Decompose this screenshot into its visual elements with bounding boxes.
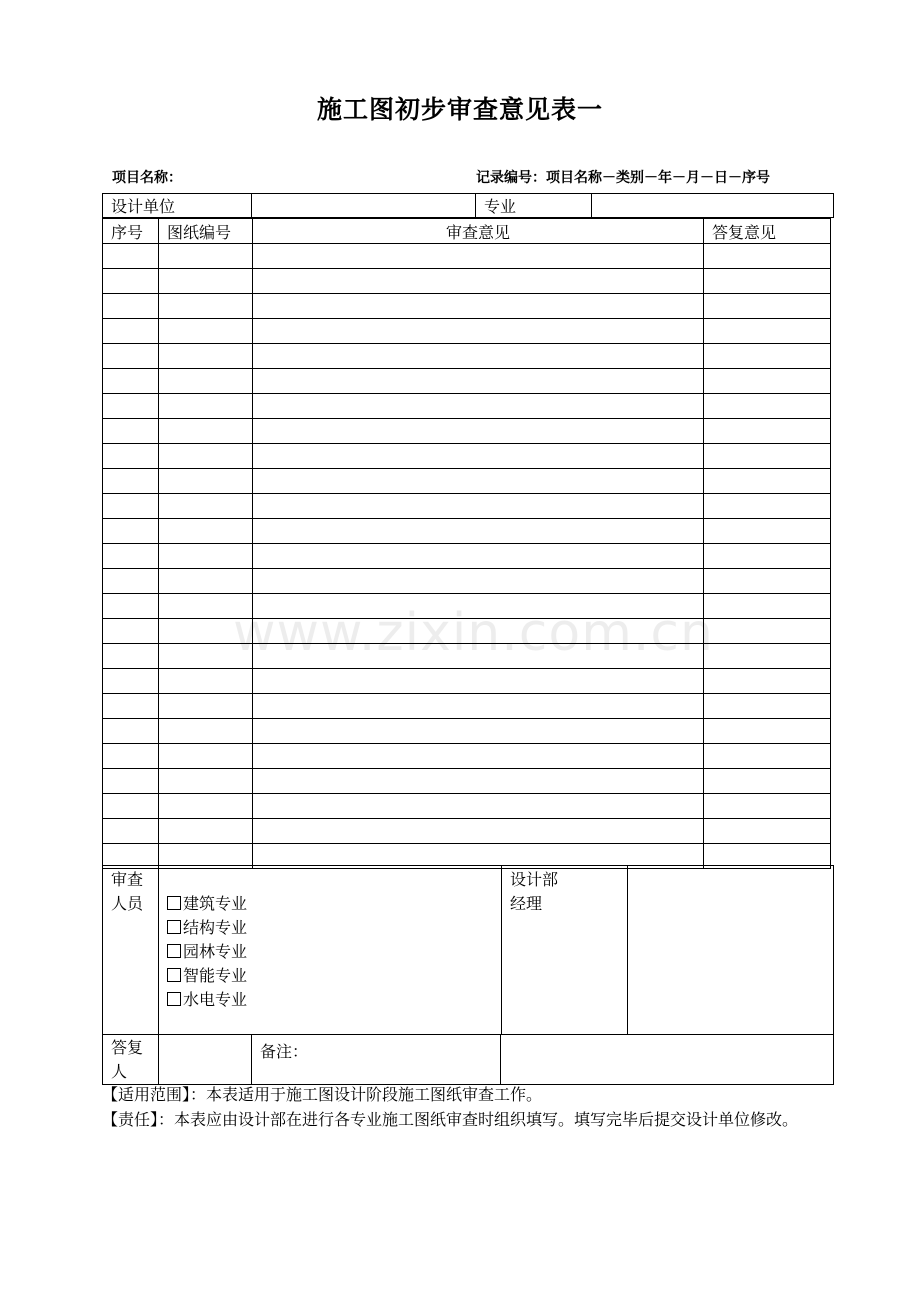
review-opinion-cell[interactable]: [253, 769, 704, 794]
table-row: [103, 244, 831, 269]
drawing-no-cell[interactable]: [159, 769, 253, 794]
seq-cell[interactable]: [103, 644, 159, 669]
review-opinion-cell[interactable]: [253, 344, 704, 369]
table-row: [103, 294, 831, 319]
specialty-label: 专业: [476, 194, 592, 218]
review-table: [102, 218, 831, 869]
table-row: [103, 419, 831, 444]
reply-opinion-cell[interactable]: [704, 769, 831, 794]
header-seq: 序号: [103, 219, 159, 244]
review-opinion-cell[interactable]: [253, 669, 704, 694]
option-label: 智能专业: [183, 966, 248, 985]
option-label: 建筑专业: [183, 894, 248, 913]
drawing-no-cell[interactable]: [159, 644, 253, 669]
page-title: 施工图初步审查意见表一: [316, 95, 603, 124]
reply-opinion-cell[interactable]: [704, 369, 831, 394]
project-name-label: 项目名称：: [112, 170, 182, 186]
table-row: [103, 569, 831, 594]
table-row: [103, 669, 831, 694]
drawing-no-cell[interactable]: [159, 744, 253, 769]
reply-opinion-cell[interactable]: [704, 719, 831, 744]
reply-person-field[interactable]: [159, 1035, 252, 1085]
reviewers-label-line1: 审查: [111, 870, 144, 889]
reply-opinion-cell[interactable]: [704, 519, 831, 544]
review-opinion-cell[interactable]: [253, 444, 704, 469]
manager-label-cell: [502, 866, 628, 1035]
checkbox-icon[interactable]: [167, 896, 181, 910]
table-row: [103, 594, 831, 619]
checkbox-icon[interactable]: [167, 920, 181, 934]
reply-opinion-cell[interactable]: [704, 294, 831, 319]
option-structure[interactable]: [159, 916, 501, 940]
review-opinion-cell[interactable]: [253, 469, 704, 494]
reply-opinion-cell[interactable]: [704, 244, 831, 269]
table-row: [103, 444, 831, 469]
specialty-options: [159, 866, 502, 1035]
reviewers-label-line2: 人员: [111, 894, 144, 913]
scope-note: 【适用范围】：本表适用于施工图设计阶段施工图纸审查工作。: [102, 1085, 543, 1104]
seq-cell[interactable]: [103, 494, 159, 519]
seq-cell[interactable]: [103, 569, 159, 594]
reply-label-line1: 答复: [111, 1038, 144, 1057]
seq-cell[interactable]: [103, 744, 159, 769]
drawing-no-cell[interactable]: [159, 544, 253, 569]
seq-cell[interactable]: [103, 319, 159, 344]
table-row: [103, 769, 831, 794]
review-opinion-cell[interactable]: [253, 644, 704, 669]
reply-opinion-cell[interactable]: [704, 819, 831, 844]
reply-opinion-cell[interactable]: [704, 644, 831, 669]
drawing-no-cell[interactable]: [159, 694, 253, 719]
option-architecture[interactable]: [159, 892, 501, 916]
option-intelligent[interactable]: [159, 964, 501, 988]
design-unit-table: [102, 193, 834, 218]
drawing-no-cell[interactable]: [159, 419, 253, 444]
reply-opinion-cell[interactable]: [704, 669, 831, 694]
seq-cell[interactable]: [103, 469, 159, 494]
review-opinion-cell[interactable]: [253, 719, 704, 744]
reply-opinion-cell[interactable]: [704, 619, 831, 644]
table-row: [103, 344, 831, 369]
reviewers-table: [102, 865, 834, 1035]
notes-cell[interactable]: [252, 1035, 501, 1085]
manager-label-line1: 设计部: [510, 870, 559, 889]
drawing-no-cell[interactable]: [159, 244, 253, 269]
watermark: www.zixin.com.cn: [233, 603, 714, 663]
seq-cell[interactable]: [103, 344, 159, 369]
review-opinion-cell[interactable]: [253, 369, 704, 394]
review-opinion-cell[interactable]: [253, 594, 704, 619]
drawing-no-cell[interactable]: [159, 619, 253, 644]
review-opinion-cell[interactable]: [253, 744, 704, 769]
reply-label-line2: 人: [111, 1062, 128, 1081]
seq-cell[interactable]: [103, 544, 159, 569]
seq-cell[interactable]: [103, 694, 159, 719]
reply-opinion-cell[interactable]: [704, 344, 831, 369]
drawing-no-cell[interactable]: [159, 519, 253, 544]
reviewers-label-cell: [103, 866, 159, 1035]
option-label: 水电专业: [183, 990, 248, 1009]
record-number-label: 记录编号：项目名称－类别－年－月－日－序号: [476, 170, 770, 186]
manager-signature-field[interactable]: [628, 866, 834, 1035]
table-row: [103, 394, 831, 419]
review-opinion-cell[interactable]: [253, 319, 704, 344]
table-row: [103, 694, 831, 719]
drawing-no-cell[interactable]: [159, 569, 253, 594]
option-water-electric[interactable]: [159, 988, 501, 1012]
reply-opinion-cell[interactable]: [704, 444, 831, 469]
design-unit-field[interactable]: [252, 194, 476, 218]
drawing-no-cell[interactable]: [159, 469, 253, 494]
responsibility-note: 【责任】：本表应由设计部在进行各专业施工图纸审查时组织填写。填写完毕后提交设计单位修改。: [102, 1110, 799, 1129]
checkbox-icon[interactable]: [167, 944, 181, 958]
reply-opinion-cell[interactable]: [704, 594, 831, 619]
drawing-no-cell[interactable]: [159, 819, 253, 844]
seq-cell[interactable]: [103, 369, 159, 394]
specialty-field[interactable]: [592, 194, 834, 218]
seq-cell[interactable]: [103, 794, 159, 819]
header-drawing-no: 图纸编号: [159, 219, 253, 244]
drawing-no-cell[interactable]: [159, 719, 253, 744]
manager-label-line2: 经理: [510, 894, 543, 913]
drawing-no-cell[interactable]: [159, 669, 253, 694]
design-unit-label: 设计单位: [103, 194, 252, 218]
table-row: [103, 319, 831, 344]
seq-cell[interactable]: [103, 594, 159, 619]
review-opinion-cell[interactable]: [253, 244, 704, 269]
header-reply-opinion: 答复意见: [704, 219, 831, 244]
table-body: [103, 244, 831, 869]
option-label: 园林专业: [183, 942, 248, 961]
drawing-no-cell[interactable]: [159, 319, 253, 344]
header-review-opinion: 审查意见: [253, 219, 704, 244]
drawing-no-cell[interactable]: [159, 269, 253, 294]
reply-label-cell: [103, 1035, 159, 1085]
table-row: [103, 819, 831, 844]
table-row: [103, 644, 831, 669]
reply-opinion-cell[interactable]: [704, 469, 831, 494]
table-row: [103, 544, 831, 569]
drawing-no-cell[interactable]: [159, 494, 253, 519]
table-row: [103, 494, 831, 519]
reply-opinion-cell[interactable]: [704, 269, 831, 294]
table-row: [103, 794, 831, 819]
checkbox-icon[interactable]: [167, 968, 181, 982]
review-opinion-cell[interactable]: [253, 269, 704, 294]
table-row: [103, 369, 831, 394]
reply-opinion-cell[interactable]: [704, 394, 831, 419]
option-landscape[interactable]: [159, 940, 501, 964]
reply-table: [102, 1034, 834, 1085]
seq-cell[interactable]: [103, 619, 159, 644]
drawing-no-cell[interactable]: [159, 594, 253, 619]
review-opinion-cell[interactable]: [253, 294, 704, 319]
table-row: [103, 619, 831, 644]
notes-label: 备注：: [260, 1042, 309, 1061]
option-label: 结构专业: [183, 918, 248, 937]
seq-cell[interactable]: [103, 269, 159, 294]
seq-cell[interactable]: [103, 719, 159, 744]
checkbox-icon[interactable]: [167, 992, 181, 1006]
seq-cell[interactable]: [103, 394, 159, 419]
reply-opinion-cell[interactable]: [704, 494, 831, 519]
review-opinion-cell[interactable]: [253, 569, 704, 594]
reply-opinion-cell[interactable]: [704, 569, 831, 594]
review-opinion-cell[interactable]: [253, 619, 704, 644]
reply-opinion-cell[interactable]: [704, 544, 831, 569]
seq-cell[interactable]: [103, 519, 159, 544]
reply-opinion-cell[interactable]: [704, 694, 831, 719]
table-row: [103, 744, 831, 769]
review-opinion-cell[interactable]: [253, 394, 704, 419]
seq-cell[interactable]: [103, 294, 159, 319]
review-opinion-cell[interactable]: [253, 544, 704, 569]
drawing-no-cell[interactable]: [159, 394, 253, 419]
drawing-no-cell[interactable]: [159, 344, 253, 369]
table-row: [103, 269, 831, 294]
table-header-row: [103, 219, 831, 244]
reply-opinion-cell[interactable]: [704, 794, 831, 819]
table-row: [103, 719, 831, 744]
drawing-no-cell[interactable]: [159, 444, 253, 469]
seq-cell[interactable]: [103, 244, 159, 269]
notes-extra-field[interactable]: [501, 1035, 834, 1085]
review-opinion-cell[interactable]: [253, 819, 704, 844]
seq-cell[interactable]: [103, 769, 159, 794]
seq-cell[interactable]: [103, 819, 159, 844]
reply-opinion-cell[interactable]: [704, 319, 831, 344]
review-opinion-cell[interactable]: [253, 519, 704, 544]
review-opinion-cell[interactable]: [253, 694, 704, 719]
seq-cell[interactable]: [103, 444, 159, 469]
seq-cell[interactable]: [103, 669, 159, 694]
drawing-no-cell[interactable]: [159, 369, 253, 394]
review-opinion-cell[interactable]: [253, 494, 704, 519]
reply-opinion-cell[interactable]: [704, 419, 831, 444]
reply-opinion-cell[interactable]: [704, 744, 831, 769]
review-opinion-cell[interactable]: [253, 419, 704, 444]
review-opinion-cell[interactable]: [253, 794, 704, 819]
table-row: [103, 519, 831, 544]
drawing-no-cell[interactable]: [159, 794, 253, 819]
seq-cell[interactable]: [103, 419, 159, 444]
table-row: [103, 469, 831, 494]
drawing-no-cell[interactable]: [159, 294, 253, 319]
